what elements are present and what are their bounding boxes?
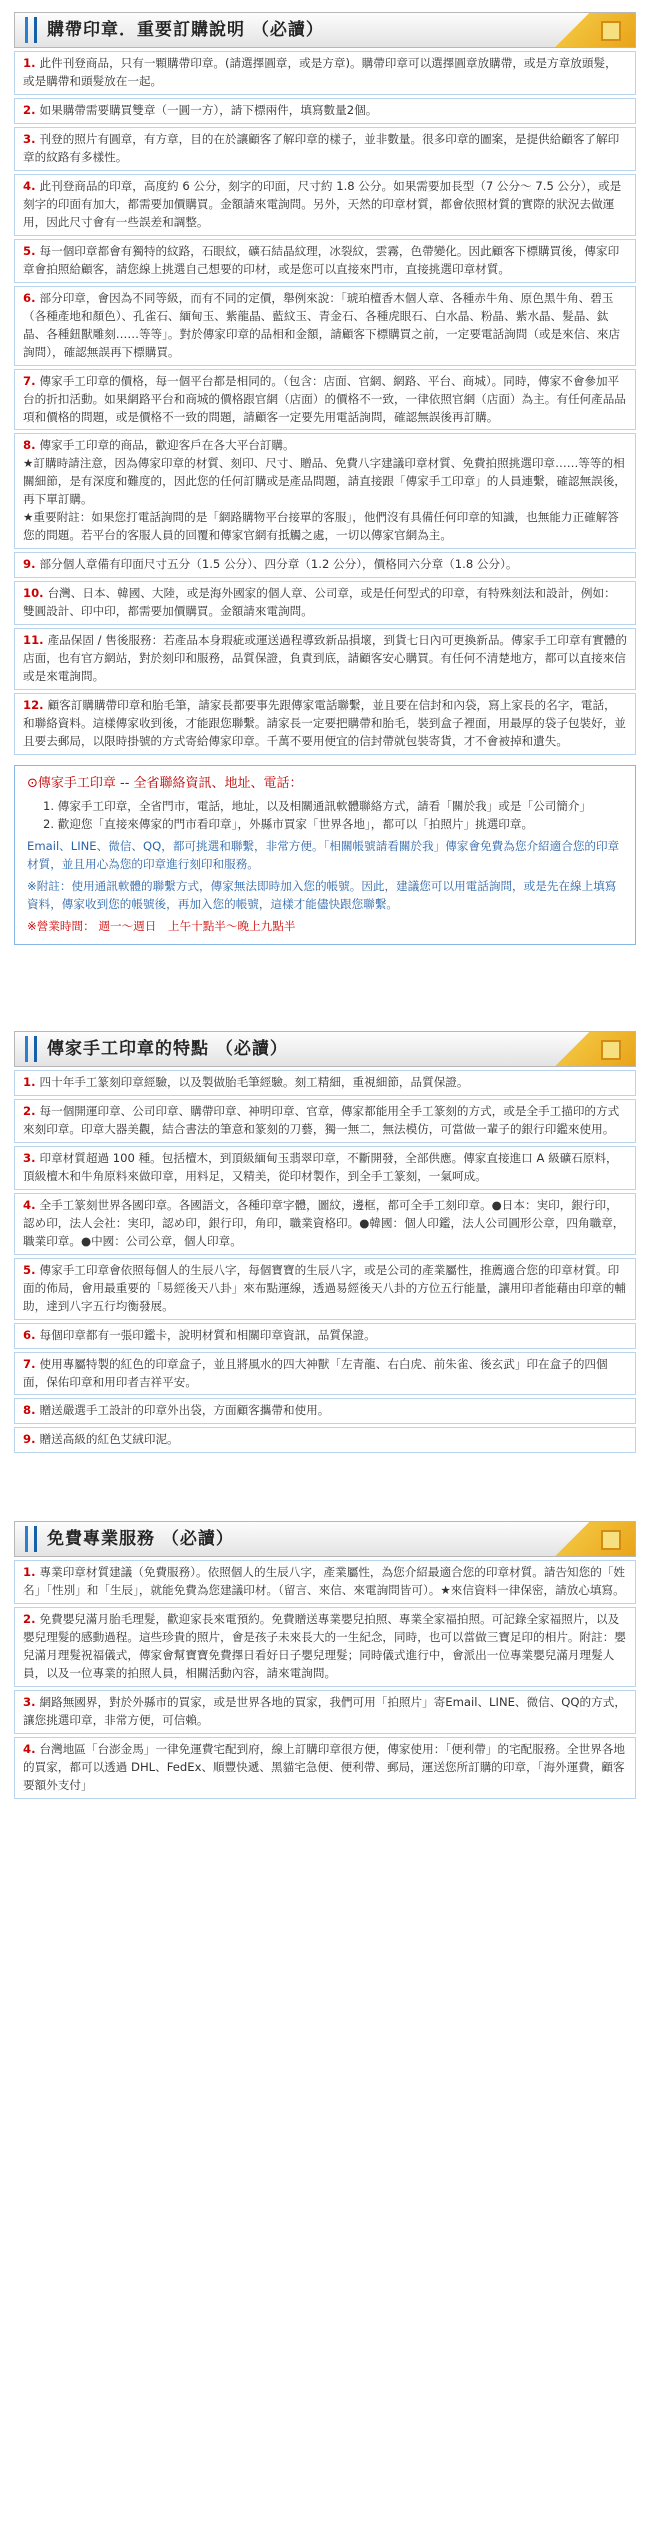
corner-decoration [545,1522,635,1557]
list-item: 12. 顧客訂購購帶印章和胎毛筆，請家長都要事先跟傳家電話聯繫，並且要在信封和內袋，寫上家長的名字，電話，和聯絡資料。這樣傳家收到後，才能跟您聯繫。請家長一定要把購帶和胎毛，裝到盒子裡面，用最厚的袋子包裝好，並且要去郵局，以限時掛號的方式寄給傳家印章。千萬不要用便宜的信封帶就包裝寄貨，才不會被掉和遺失。 [14,693,636,755]
list-item: 1. 專業印章材質建議（免費服務）。依照個人的生辰八字，產業屬性，為您介紹最適合您的印章材質。請告知您的「姓名」「性別」和「生辰」，就能免費為您建議印材。（留言、來信、來電詢問皆可）。★來信資料一律保密，請放心填寫。 [14,1560,636,1604]
services-list [14,1560,636,1799]
list-item: 3. 印章材質超過 100 種。包括檀木，到頂級緬甸玉翡翠印章，不斷開發，全部供應。傳家直接進口 A 級礦石原料，頂級檀木和牛角原料來做印章，用料足，又精美，從印材製作，到全手工篆刻，一氣呵成。 [14,1146,636,1190]
contact-note: ※附註：使用通訊軟體的聯繫方式，傳家無法即時加入您的帳號。因此，建議您可以用電話詢問，或是先在線上填寫資料，傳家收到您的帳號後，再加入您的帳號，這樣才能儘快跟您聯繫。 [27,879,617,911]
list-item: 5. 傳家手工印章會依照每個人的生辰八字，每個寶寶的生辰八字，或是公司的產業屬性，推薦適合您的印章材質。印面的佈局，會用最重要的「易經後天八卦」來布點運線，透過易經後天八卦的方位五行能量，讓用印者能藉由印章的輔助，達到八字五行均衡發展。 [14,1258,636,1320]
item-number: 2. [23,102,40,117]
section-title: 免費專業服務 （必讀） [47,1529,234,1550]
item-number: 2. [23,1103,40,1118]
header-accent [34,17,37,43]
list-item: 3. 網路無國界，對於外縣市的買家，或是世界各地的買家，我們可用「拍照片」寄Email、LINE、微信、QQ的方式，讓您挑選印章，非常方便，可信賴。 [14,1690,636,1734]
item-number: 9. [23,557,40,572]
list-item: 7. 使用專屬特製的紅色的印章盒子，並且將風水的四大神獸「左青龍、右白虎、前朱雀、後玄武」印在盒子的四個面，保佑印章和用印者吉祥平安。 [14,1352,636,1396]
list-item: 4. 台灣地區「台澎金馬」一律免運費宅配到府，線上訂購印章很方便，傳家使用：「便利帶」的宅配服務。全世界各地的買家，都可以透過 DHL、FedEx、順豐快遞、黑貓宅急便、便利帶、郵局，運送您所訂購的印章，「海外運費，顧客要額外支付」 [14,1737,636,1799]
section-features [0,1019,650,1468]
contact-list [43,798,623,834]
item-number: 4. [23,1197,40,1212]
section-order-notes [0,0,650,959]
features-list [14,1070,636,1454]
corner-square [601,1530,621,1550]
list-item: 1. 此件刊登商品，只有一顆購帶印章。(請選擇圓章，或是方章)。購帶印章可以選擇圓章放購帶，或是方章放頭髮，或是購帶和頭髮放在一起。 [14,51,636,95]
contact-text: Email、LINE、微信、QQ，都可挑選和聯繫，非常方便。「相關帳號請看關於我」傳家會免費為您介紹適合您的印章材質，並且用心為您的印章進行刻印和服務。 [27,839,620,872]
item-number: 3. [23,1150,40,1165]
item-number: 7. [23,373,40,388]
notes-list [14,51,636,755]
header-accent [34,1526,37,1552]
section-header [14,1521,636,1557]
corner-square [601,21,621,41]
list-item: 11. 產品保固 / 售後服務：若產品本身瑕疵或運送過程導致新品損壞，到貨七日內可更換新品。傳家手工印章有實體的店面，也有官方網站，對於刻印和服務，品質保證，負責到底，請顧客安心購買。有任何不清楚地方，都可以直接來信或是來電詢問。 [14,628,636,690]
section-title: 購帶印章．重要訂購說明 （必讀） [47,19,324,40]
section-gap [0,959,650,1019]
header-accent [25,17,28,43]
list-item-note: ★重要附註：如果您打電話詢問的是「網路購物平台接單的客服」，他們沒有具備任何印章的知識，也無能力正確解答您的問題。若平台的客服人員的回覆和傳家官網有抵觸之處，一切以傳家官網為主。 [23,510,619,543]
list-item: 2. 如果購帶需要購買雙章（一圓一方），請下標兩件，填寫數量2個。 [14,98,636,124]
list-item: 2. 免費嬰兒滿月胎毛理髮，歡迎家長來電預約。免費贈送專業嬰兒拍照、專業全家福拍照。可記錄全家福照片，以及嬰兒理髮的感動過程。這些珍貴的照片，會是孩子未來長大的一生紀念，同時，也可以當做三寶足印的相片。附註：嬰兒滿月理髮祝福儀式，傳家會幫寶寶免費擇日看好日子嬰兒理髮；同時儀式進行中，會派出一位專業嬰兒滿月理髮人員，以及一位專業的拍照人員，相關活動內容，請來電詢問。 [14,1607,636,1687]
item-number: 8. [23,438,40,453]
corner-decoration [545,13,635,48]
item-number: 4. [23,1742,40,1757]
item-number: 11. [23,633,48,648]
item-number: 2. [23,1612,40,1627]
item-number: 1. [23,56,40,70]
header-accent [25,1526,28,1552]
list-item: 2. 每一個開運印章、公司印章、購帶印章、神明印章、官章，傳家都能用全手工篆刻的方式，或是全手工描印的方式來刻印章。印章大器美觀，結合書法的筆意和篆刻的刀藝，獨一無二，無法模仿，可當做一輩子的銀行印鑑來使用。 [14,1099,636,1143]
section-free-services [0,1509,650,1813]
item-number: 1. [23,1565,40,1580]
section-header [14,12,636,48]
section-title: 傳家手工印章的特點 （必讀） [47,1038,288,1059]
list-item-note: ★訂購時請注意，因為傳家印章的材質、刻印、尺寸、贈品、免費八字建議印章材質、免費拍照挑選印章……等等的相關細節，是有深度和難度的，因此您的任何訂購或是產品問題，請直接跟「傳家手工印章」的人員連繫，確認無誤後，再下單訂購。 [23,456,626,507]
item-number: 10. [23,586,48,601]
item-number: 12. [23,698,48,713]
section-header [14,1031,636,1067]
list-item: 6. 部分印章，會因為不同等級，而有不同的定價，舉例來說：「琥珀檀香木個人章、各種赤牛角、原色黑牛角、碧玉（各種產地和顏色）、孔雀石、緬甸玉、紫龍晶、藍紋玉、青金石、各種虎眼石、白水晶、粉晶、紫水晶、髮晶、鈦晶、各種鈕獸雕刻……等等」。對於傳家印章的品相和金額，請顧客下標購買之前，一定要電話詢問（或是來信、來店詢問），確認無誤再下標購買。 [14,286,636,366]
list-item: 6. 每個印章都有一張印鑑卡，說明材質和相關印章資訊，品質保證。 [14,1323,636,1349]
item-number: 7. [23,1356,40,1371]
list-item-text: 8. 傳家手工印章的商品，歡迎客戶在各大平台訂購。 [23,438,295,453]
list-item [14,433,636,549]
section-gap [0,1467,650,1509]
item-number: 4. [23,178,40,193]
contact-list-item: 1. 傳家手工印章，全省門市，電話，地址，以及相關通訊軟體聯絡方式，請看「關於我」或是「公司簡介」 [43,799,592,814]
list-item: 8. 贈送嚴選手工設計的印章外出袋，方面顧客攜帶和使用。 [14,1398,636,1424]
list-item: 9. 贈送高級的紅色艾絨印泥。 [14,1427,636,1453]
item-number: 3. [23,131,40,146]
item-number: 6. [23,1327,40,1342]
item-number: 9. [23,1432,40,1447]
contact-list-item: 2. 歡迎您「直接來傳家的門市看印章」，外縣市買家「世界各地」，都可以「拍照片」挑選印章。 [43,817,534,832]
list-item: 10. 台灣、日本、韓國、大陸，或是海外國家的個人章、公司章，或是任何型式的印章，有特殊刻法和設計，例如：雙圓設計、印中印，都需要加價購買。金額請來電詢問。 [14,581,636,625]
item-number: 8. [23,1403,40,1418]
item-number: 5. [23,243,40,258]
list-item: 4. 此刊登商品的印章，高度約 6 公分，刻字的印面，尺寸約 1.8 公分。如果需要加長型（7 公分～ 7.5 公分），或是刻字的印面有加大，都需要加價購買。金額請來電詢問。另外，天然的印章材質，都會依照材質的實際的狀況去做運用，因此尺寸會有一些誤差和調整。 [14,174,636,236]
contact-box [14,765,636,945]
list-item: 4. 全手工篆刻世界各國印章。各國語文，各種印章字體，圖紋，邊框，都可全手工刻印章。●日本：実印，銀行印，認め印，法人会社：実印，認め印，銀行印，角印，職業資格印。●韓國：個人印鑑，法人公司圓形公章，四角職章，職業印章。●中國：公司公章，個人印章。 [14,1193,636,1255]
corner-decoration [545,1032,635,1067]
header-accent [25,1036,28,1062]
item-number: 3. [23,1695,40,1710]
item-number: 6. [23,290,40,305]
item-number: 5. [23,1262,40,1277]
item-number: 1. [23,1074,40,1089]
list-item: 3. 刊登的照片有圓章，有方章，目的在於讓顧客了解印章的樣子，並非數量。很多印章的圖案，是提供給顧客了解印章的紋路有多樣性。 [14,127,636,171]
corner-square [601,1040,621,1060]
contact-title: ⊙傳家手工印章 -- 全省聯絡資訊、地址、電話： [27,776,303,791]
list-item: 9. 部分個人章備有印面尺寸五分（1.5 公分）、四分章（1.2 公分），價格同六分章（1.8 公分）。 [14,552,636,578]
list-item: 7. 傳家手工印章的價格，每一個平台都是相同的。（包含：店面、官網、網路、平台、商城）。同時，傳家不會參加平台的折扣活動。如果網路平台和商城的價格跟官網（店面）的價格不一致，一律依照官網（店面）為主。有任何產品品項和價格的問題，或是價格不一致的問題，請顧客一定要先用電話詢問，確認無誤後再訂購。 [14,369,636,431]
list-item: 1. 四十年手工篆刻印章經驗，以及製做胎毛筆經驗。刻工精細，重視細節，品質保證。 [14,1070,636,1096]
list-item: 5. 每一個印章都會有獨特的紋路，石眼紋，礦石結晶紋理，冰裂紋，雲霧，色帶變化。因此顧客下標購買後，傳家印章會拍照給顧客，請您線上挑選自己想要的印材，或是您可以直接來門市，直接挑選印章材質。 [14,239,636,283]
header-accent [34,1036,37,1062]
business-hours: ※營業時間： 週一～週日 上午十點半～晚上九點半 [27,918,296,933]
